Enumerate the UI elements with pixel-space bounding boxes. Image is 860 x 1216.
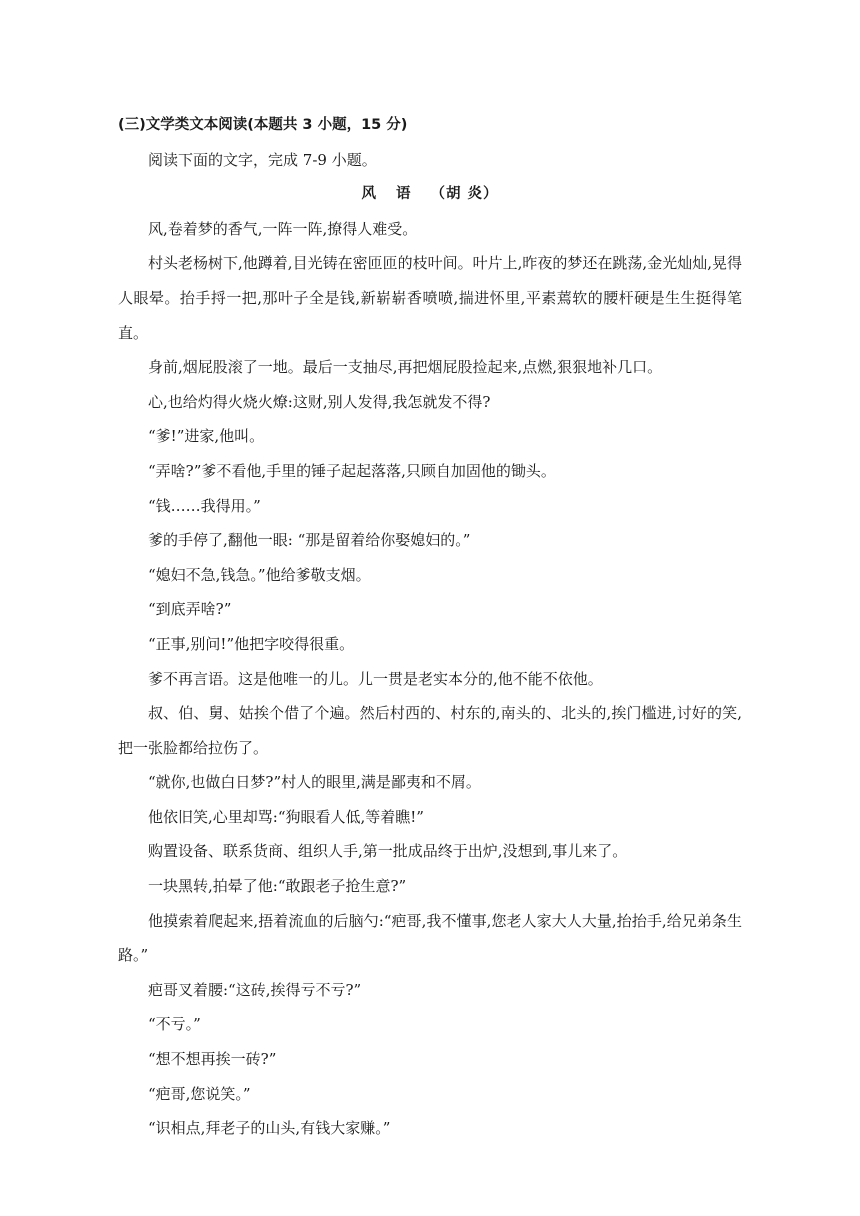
story-paragraph: 爹的手停了,翻他一眼: “那是留着给你娶媳妇的。”: [148, 531, 471, 550]
story-paragraph: “识相点,拜老子的山头,有钱大家赚。”: [148, 1119, 391, 1138]
story-paragraph: “媳妇不急,钱急。”他给爹敬支烟。: [148, 565, 371, 584]
story-title-line: [118, 177, 742, 212]
story-paragraph: “疤哥,您说笑。”: [148, 1084, 251, 1103]
story-paragraph: 他摸索着爬起来,捂着流血的后脑勺:“疤哥,我不懂事,您老人家大人大量,抬抬手,给兄弟条生路。”: [118, 911, 742, 965]
story-paragraph: “爹!”进家,他叫。: [148, 427, 265, 446]
instruction-text: 阅读下面的文字，完成 7-9 小题。: [148, 150, 377, 169]
story-title: 风语: [361, 186, 431, 203]
story-paragraph: 身前,烟屁股滚了一地。最后一支抽尽,再把烟屁股捡起来,点燃,狠狠地补几口。: [148, 358, 663, 377]
story-paragraph: 爹不再言语。这是他唯一的儿。儿一贯是老实本分的,他不能不依他。: [148, 669, 603, 688]
story-paragraph: “不亏。”: [148, 1015, 201, 1034]
story-paragraph: 疤哥叉着腰:“这砖,挨得亏不亏?”: [148, 980, 362, 999]
story-paragraph: 一块黑转,拍晕了他:“敢跟老子抢生意?”: [148, 877, 407, 896]
story-paragraph: 他依旧笑,心里却骂:“狗眼看人低,等着瞧!”: [148, 807, 424, 826]
story-body: [118, 212, 742, 1146]
story-paragraph: “就你,也做白日梦?”村人的眼里,满是鄙夷和不屑。: [148, 773, 481, 792]
story-paragraph: “到底弄啥?”: [148, 600, 232, 619]
story-paragraph: “弄啥?”爹不看他,手里的锤子起起落落,只顾自加固他的锄头。: [148, 461, 556, 480]
story-paragraph: 风,卷着梦的香气,一阵一阵,撩得人难受。: [148, 219, 418, 238]
story-paragraph: “想不想再挨一砖?”: [148, 1050, 277, 1069]
story-paragraph: 购置设备、联系货商、组织人手,第一批成品终于出炉,没想到,事儿来了。: [148, 842, 628, 861]
story-paragraph: “正事,别问!”他把字咬得很重。: [148, 634, 355, 653]
reading-section: [118, 108, 742, 1146]
section-heading: (三)文学类文本阅读(本题共 3 小题，15 分): [118, 117, 408, 133]
story-paragraph: 村头老杨树下,他蹲着,目光铸在密匝匝的枝叶间。叶片上,昨夜的梦还在跳荡,金光灿灿,晃得人眼晕。抬手捋一把,那叶子全是钱,新崭崭香喷喷,揣进怀里,平素蔫软的腰杆硬是生生挺得笔直。: [118, 254, 742, 342]
story-paragraph: “钱……我得用。”: [148, 496, 261, 515]
story-author: （胡 炎）: [430, 186, 499, 203]
story-paragraph: 心,也给灼得火烧火燎:这财,别人发得,我怎就发不得?: [148, 392, 491, 411]
story-paragraph: 叔、伯、舅、姑挨个借了个遍。然后村西的、村东的,南头的、北头的,挨门槛进,讨好的笑,把一张脸都给拉伤了。: [118, 704, 742, 757]
